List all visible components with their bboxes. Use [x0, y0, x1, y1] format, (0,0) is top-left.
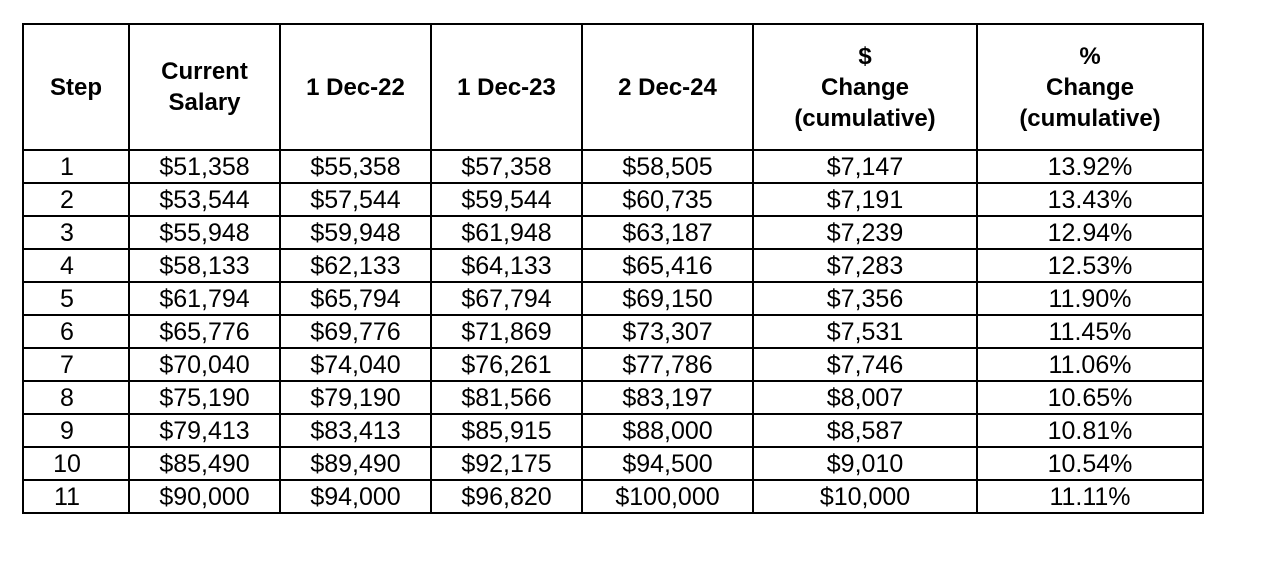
cell-dec-22: $79,190 [280, 381, 431, 414]
cell-percent-change: 12.94% [977, 216, 1203, 249]
table-row [23, 381, 1203, 414]
cell-dec-22: $69,776 [280, 315, 431, 348]
cell-step: 2 [23, 183, 129, 216]
cell-current-salary: $85,490 [129, 447, 280, 480]
cell-dollar-change: $7,147 [753, 150, 977, 183]
cell-dec-22: $89,490 [280, 447, 431, 480]
cell-dec-24: $60,735 [582, 183, 753, 216]
cell-current-salary: $61,794 [129, 282, 280, 315]
table-row [23, 480, 1203, 513]
table-row [23, 282, 1203, 315]
cell-percent-change: 11.90% [977, 282, 1203, 315]
cell-dollar-change: $8,007 [753, 381, 977, 414]
cell-dollar-change: $9,010 [753, 447, 977, 480]
table-row [23, 447, 1203, 480]
cell-step: 1 [23, 150, 129, 183]
cell-dollar-change: $7,746 [753, 348, 977, 381]
cell-dollar-change: $7,283 [753, 249, 977, 282]
cell-percent-change: 11.06% [977, 348, 1203, 381]
cell-current-salary: $51,358 [129, 150, 280, 183]
cell-dollar-change: $7,531 [753, 315, 977, 348]
cell-percent-change: 11.45% [977, 315, 1203, 348]
table-row [23, 348, 1203, 381]
cell-percent-change: 13.43% [977, 183, 1203, 216]
cell-dec-24: $77,786 [582, 348, 753, 381]
cell-dollar-change: $7,191 [753, 183, 977, 216]
cell-percent-change: 11.11% [977, 480, 1203, 513]
table-body [23, 150, 1203, 513]
cell-current-salary: $55,948 [129, 216, 280, 249]
cell-dec-23: $85,915 [431, 414, 582, 447]
cell-dec-24: $88,000 [582, 414, 753, 447]
cell-percent-change: 10.54% [977, 447, 1203, 480]
cell-step: 4 [23, 249, 129, 282]
cell-dec-23: $81,566 [431, 381, 582, 414]
cell-dec-24: $73,307 [582, 315, 753, 348]
cell-dollar-change: $7,239 [753, 216, 977, 249]
cell-current-salary: $79,413 [129, 414, 280, 447]
cell-step: 10 [23, 447, 129, 480]
header-dec-22: 1 Dec-22 [280, 24, 431, 150]
cell-step: 9 [23, 414, 129, 447]
cell-percent-change: 10.81% [977, 414, 1203, 447]
cell-dec-23: $92,175 [431, 447, 582, 480]
cell-dec-24: $58,505 [582, 150, 753, 183]
header-step: Step [23, 24, 129, 150]
cell-dec-24: $69,150 [582, 282, 753, 315]
cell-dec-23: $96,820 [431, 480, 582, 513]
cell-dec-23: $64,133 [431, 249, 582, 282]
cell-percent-change: 12.53% [977, 249, 1203, 282]
cell-step: 7 [23, 348, 129, 381]
cell-dec-23: $59,544 [431, 183, 582, 216]
cell-current-salary: $70,040 [129, 348, 280, 381]
cell-percent-change: 10.65% [977, 381, 1203, 414]
cell-percent-change: 13.92% [977, 150, 1203, 183]
cell-step: 3 [23, 216, 129, 249]
cell-dec-23: $71,869 [431, 315, 582, 348]
header-dec-24: 2 Dec-24 [582, 24, 753, 150]
cell-dec-24: $100,000 [582, 480, 753, 513]
cell-step: 6 [23, 315, 129, 348]
cell-dollar-change: $10,000 [753, 480, 977, 513]
cell-current-salary: $58,133 [129, 249, 280, 282]
cell-dec-23: $61,948 [431, 216, 582, 249]
cell-current-salary: $90,000 [129, 480, 280, 513]
salary-table [22, 23, 1204, 514]
cell-dec-22: $62,133 [280, 249, 431, 282]
table-row [23, 249, 1203, 282]
cell-dollar-change: $7,356 [753, 282, 977, 315]
cell-dec-22: $83,413 [280, 414, 431, 447]
table-row [23, 315, 1203, 348]
cell-dec-23: $57,358 [431, 150, 582, 183]
cell-dec-23: $67,794 [431, 282, 582, 315]
cell-current-salary: $75,190 [129, 381, 280, 414]
cell-dec-24: $65,416 [582, 249, 753, 282]
table-row [23, 150, 1203, 183]
cell-dollar-change: $8,587 [753, 414, 977, 447]
cell-step: 8 [23, 381, 129, 414]
cell-dec-22: $65,794 [280, 282, 431, 315]
header-percent-change: % Change (cumulative) [977, 24, 1203, 150]
cell-dec-22: $55,358 [280, 150, 431, 183]
cell-dec-24: $83,197 [582, 381, 753, 414]
cell-dec-22: $94,000 [280, 480, 431, 513]
table-row [23, 216, 1203, 249]
table-row [23, 183, 1203, 216]
cell-step: 5 [23, 282, 129, 315]
cell-dec-22: $57,544 [280, 183, 431, 216]
cell-dec-22: $74,040 [280, 348, 431, 381]
cell-dec-24: $63,187 [582, 216, 753, 249]
table-row [23, 414, 1203, 447]
header-dollar-change: $ Change (cumulative) [753, 24, 977, 150]
cell-dec-24: $94,500 [582, 447, 753, 480]
cell-current-salary: $65,776 [129, 315, 280, 348]
cell-current-salary: $53,544 [129, 183, 280, 216]
header-dec-23: 1 Dec-23 [431, 24, 582, 150]
cell-step: 11 [23, 480, 129, 513]
header-row [23, 24, 1203, 150]
cell-dec-22: $59,948 [280, 216, 431, 249]
header-current-salary: Current Salary [129, 24, 280, 150]
cell-dec-23: $76,261 [431, 348, 582, 381]
